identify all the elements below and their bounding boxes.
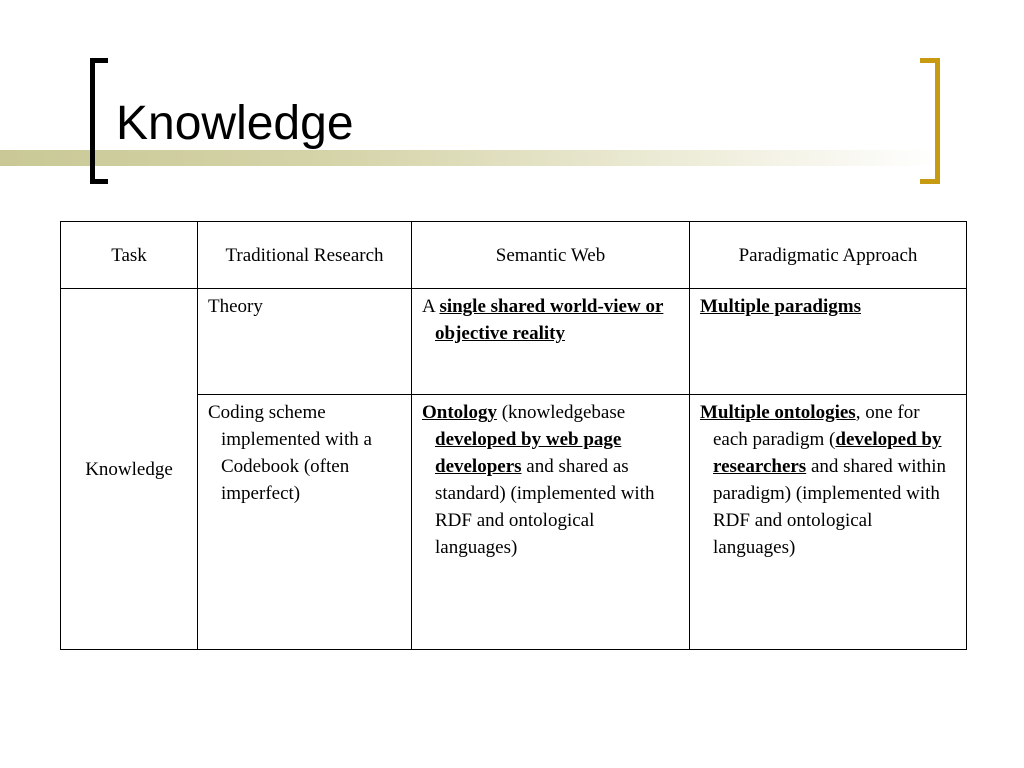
header-task: Task [61,222,198,289]
header-traditional-research: Traditional Research [198,222,412,289]
paradigmatic-ontologies-emphasis: Multiple ontologies [700,402,856,423]
cell-traditional-theory [198,289,412,395]
paradigmatic-paradigms-emphasis: Multiple paradigms [700,296,861,317]
semantic-ontology-text-2: and shared as standard) (implemented with RDF and ontological languages) [435,456,655,558]
cell-paradigmatic-paradigms [690,289,967,395]
left-bracket-decoration [90,58,108,184]
traditional-coding-scheme-text: Coding scheme implemented with a Codebook (often imperfect) [208,402,372,504]
paradigmatic-ontologies-text [700,399,958,561]
semantic-worldview-emphasis: single shared world-view or objective reality [435,296,664,344]
cell-semantic-worldview [412,289,690,395]
task-knowledge-cell: Knowledge [61,289,198,650]
semantic-worldview-text [422,293,681,347]
slide-title: Knowledge [116,100,358,148]
semantic-developers-emphasis: developed by web page developers [435,429,622,477]
cell-traditional-coding-scheme [198,395,412,650]
right-bracket-decoration [920,58,940,184]
semantic-ontology-emphasis: Ontology [422,402,497,423]
paradigmatic-ontologies-text-2: and shared within paradigm) (implemented with RDF and ontological languages) [713,456,947,558]
semantic-ontology-text-1: (knowledgebase [496,402,626,423]
paradigmatic-ontologies-text-1: , one for each paradigm ( [713,402,920,450]
paradigmatic-paradigms-text [700,293,958,320]
cell-paradigmatic-ontologies [690,395,967,650]
semantic-worldview-prefix: A [422,296,440,317]
title-band [0,150,1024,166]
cell-semantic-ontology [412,395,690,650]
paradigmatic-researchers-emphasis: developed by researchers [713,429,942,477]
table-header-row [61,222,967,289]
header-semantic-web: Semantic Web [412,222,690,289]
traditional-theory-text: Theory [208,296,263,317]
table-row [61,289,967,395]
semantic-ontology-text [422,399,681,561]
header-paradigmatic-approach: Paradigmatic Approach [690,222,967,289]
comparison-table [60,221,967,650]
